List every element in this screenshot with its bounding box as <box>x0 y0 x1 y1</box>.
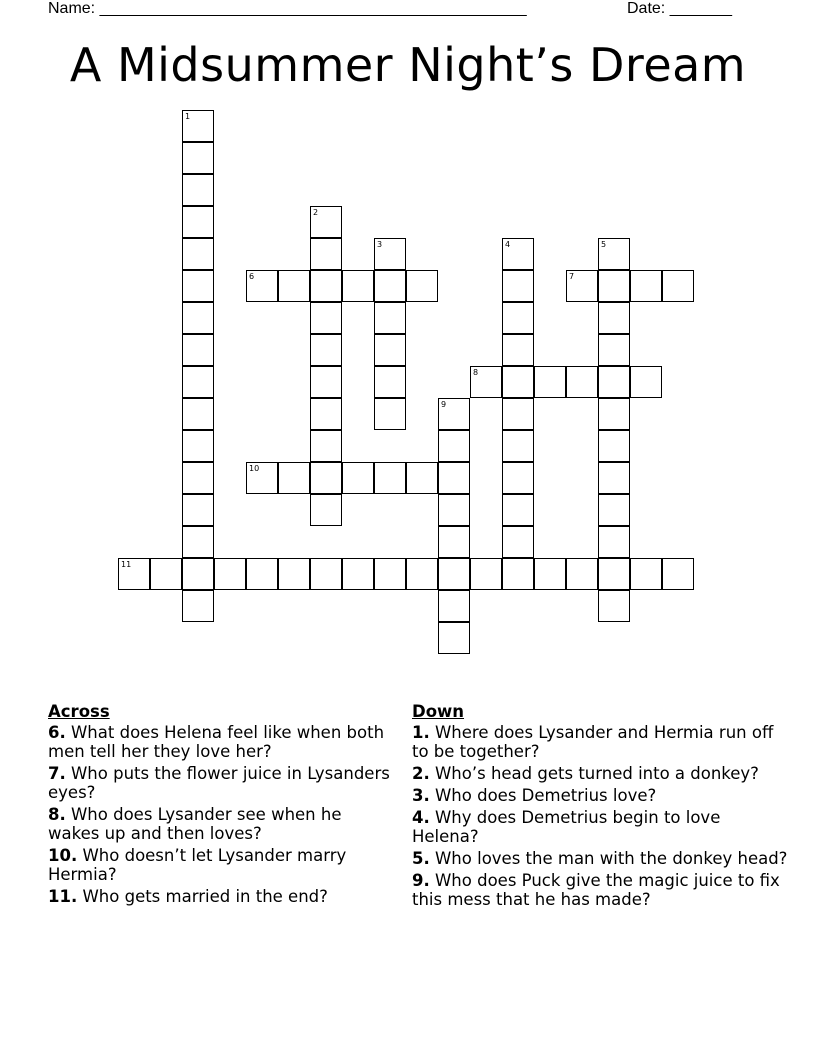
clue-text: Who puts the flower juice in Lysanders eyes? <box>48 764 390 802</box>
clue-text: Who gets married in the end? <box>77 887 328 906</box>
clue-text: What does Helena feel like when both men tell her they love her? <box>48 723 385 761</box>
clue-across-10 <box>48 846 393 884</box>
name-field[interactable]: Name: ________________________________________________ <box>48 0 527 17</box>
crossword-cell[interactable] <box>374 462 406 494</box>
crossword-cell[interactable] <box>406 462 438 494</box>
crossword-cell[interactable] <box>182 110 214 142</box>
crossword-cell[interactable] <box>598 302 630 334</box>
crossword-cell[interactable] <box>438 462 470 494</box>
clue-text: Where does Lysander and Hermia run off to be together? <box>412 723 774 761</box>
crossword-cell[interactable] <box>310 302 342 334</box>
clue-down-2 <box>412 764 792 783</box>
crossword-cell[interactable] <box>502 430 534 462</box>
cell-number: 6 <box>249 272 255 281</box>
crossword-cell[interactable] <box>182 206 214 238</box>
crossword-cell[interactable] <box>182 462 214 494</box>
clue-number: 11. <box>48 887 78 906</box>
cell-number: 10 <box>249 464 260 473</box>
crossword-cell[interactable] <box>598 558 630 590</box>
crossword-cell[interactable] <box>246 270 278 302</box>
crossword-cell[interactable] <box>438 398 470 430</box>
crossword-cell[interactable] <box>278 558 310 590</box>
crossword-cell[interactable] <box>566 366 598 398</box>
crossword-cell[interactable] <box>534 366 566 398</box>
cell-number: 5 <box>601 240 607 249</box>
crossword-cell[interactable] <box>182 174 214 206</box>
down-heading: Down <box>412 702 465 721</box>
crossword-cell[interactable] <box>182 142 214 174</box>
cell-number: 4 <box>505 240 511 249</box>
crossword-cell[interactable] <box>310 334 342 366</box>
crossword-cell[interactable] <box>598 430 630 462</box>
clue-number: 7. <box>48 764 66 783</box>
crossword-cell[interactable] <box>182 366 214 398</box>
crossword-cell[interactable] <box>438 430 470 462</box>
crossword-cell[interactable] <box>182 302 214 334</box>
crossword-cell[interactable] <box>182 430 214 462</box>
crossword-cell[interactable] <box>310 430 342 462</box>
clue-down-9 <box>412 871 792 909</box>
clue-number: 4. <box>412 808 430 827</box>
across-clues <box>48 702 393 909</box>
crossword-cell[interactable] <box>342 558 374 590</box>
clue-down-3 <box>412 786 792 805</box>
crossword-cell[interactable] <box>438 526 470 558</box>
clue-number: 2. <box>412 764 430 783</box>
clue-down-5 <box>412 849 792 868</box>
crossword-cell[interactable] <box>406 558 438 590</box>
clue-text: Who does Lysander see when he wakes up and then loves? <box>48 805 342 843</box>
crossword-cell[interactable] <box>374 366 406 398</box>
cell-number: 8 <box>473 368 479 377</box>
crossword-cell[interactable] <box>182 238 214 270</box>
crossword-cell[interactable] <box>182 334 214 366</box>
crossword-cell[interactable] <box>662 558 694 590</box>
crossword-cell[interactable] <box>470 366 502 398</box>
crossword-cell[interactable] <box>598 494 630 526</box>
crossword-cell[interactable] <box>438 622 470 654</box>
across-heading: Across <box>48 702 110 721</box>
crossword-cell[interactable] <box>310 462 342 494</box>
crossword-cell[interactable] <box>182 494 214 526</box>
clue-number: 6. <box>48 723 66 742</box>
crossword-cell[interactable] <box>598 462 630 494</box>
crossword-cell[interactable] <box>246 558 278 590</box>
crossword-cell[interactable] <box>182 526 214 558</box>
clue-text: Who’s head gets turned into a donkey? <box>429 764 759 783</box>
crossword-cell[interactable] <box>150 558 182 590</box>
crossword-cell[interactable] <box>310 366 342 398</box>
crossword-cell[interactable] <box>470 558 502 590</box>
crossword-cell[interactable] <box>502 366 534 398</box>
crossword-cell[interactable] <box>310 270 342 302</box>
crossword-cell[interactable] <box>278 462 310 494</box>
crossword-cell[interactable] <box>502 558 534 590</box>
crossword-cell[interactable] <box>566 558 598 590</box>
crossword-cell[interactable] <box>630 558 662 590</box>
crossword-cell[interactable] <box>438 494 470 526</box>
crossword-cell[interactable] <box>662 270 694 302</box>
crossword-cell[interactable] <box>182 590 214 622</box>
crossword-cell[interactable] <box>182 270 214 302</box>
crossword-cell[interactable] <box>310 398 342 430</box>
cell-number: 9 <box>441 400 447 409</box>
crossword-cell[interactable] <box>246 462 278 494</box>
crossword-cell[interactable] <box>598 334 630 366</box>
clue-text: Why does Demetrius begin to love Helena? <box>412 808 721 846</box>
cell-number: 11 <box>121 560 132 569</box>
clue-across-7 <box>48 764 393 802</box>
cell-number: 1 <box>185 112 191 121</box>
clue-text: Who does Demetrius love? <box>429 786 657 805</box>
clue-down-1 <box>412 723 792 761</box>
crossword-cell[interactable] <box>278 270 310 302</box>
clue-text: Who doesn’t let Lysander marry Hermia? <box>48 846 347 884</box>
clue-down-4 <box>412 808 792 846</box>
crossword-cell[interactable] <box>342 462 374 494</box>
crossword-cell[interactable] <box>502 334 534 366</box>
clue-number: 5. <box>412 849 430 868</box>
clue-text: Who does Puck give the magic juice to fix this mess that he has made? <box>412 871 780 909</box>
crossword-cell[interactable] <box>630 270 662 302</box>
crossword-cell[interactable] <box>310 238 342 270</box>
crossword-cell[interactable] <box>374 238 406 270</box>
crossword-cell[interactable] <box>406 270 438 302</box>
crossword-cell[interactable] <box>598 590 630 622</box>
crossword-cell[interactable] <box>374 302 406 334</box>
crossword-cell[interactable] <box>182 558 214 590</box>
clue-across-11 <box>48 887 393 906</box>
crossword-cell[interactable] <box>598 366 630 398</box>
crossword-cell[interactable] <box>502 494 534 526</box>
crossword-cell[interactable] <box>598 526 630 558</box>
crossword-cell[interactable] <box>598 270 630 302</box>
crossword-cell[interactable] <box>182 398 214 430</box>
crossword-cell[interactable] <box>310 558 342 590</box>
clue-text: Who loves the man with the donkey head? <box>429 849 788 868</box>
crossword-cell[interactable] <box>502 398 534 430</box>
crossword-cell[interactable] <box>438 590 470 622</box>
crossword-cell[interactable] <box>598 238 630 270</box>
clue-across-8 <box>48 805 393 843</box>
crossword-cell[interactable] <box>342 270 374 302</box>
clue-number: 3. <box>412 786 430 805</box>
crossword-cell[interactable] <box>566 270 598 302</box>
crossword-cell[interactable] <box>310 206 342 238</box>
crossword-cell[interactable] <box>374 398 406 430</box>
crossword-cell[interactable] <box>502 462 534 494</box>
crossword-cell[interactable] <box>310 494 342 526</box>
cell-number: 7 <box>569 272 575 281</box>
down-clues <box>412 702 792 912</box>
crossword-cell[interactable] <box>374 270 406 302</box>
clue-number: 9. <box>412 871 430 890</box>
clue-number: 1. <box>412 723 430 742</box>
crossword-cell[interactable] <box>502 526 534 558</box>
crossword-cell[interactable] <box>630 366 662 398</box>
clue-across-6 <box>48 723 393 761</box>
crossword-cell[interactable] <box>374 334 406 366</box>
crossword-cell[interactable] <box>118 558 150 590</box>
clue-number: 8. <box>48 805 66 824</box>
page-title: A Midsummer Night’s Dream <box>69 38 747 92</box>
crossword-cell[interactable] <box>502 302 534 334</box>
crossword-cell[interactable] <box>534 558 566 590</box>
crossword-cell[interactable] <box>502 270 534 302</box>
crossword-cell[interactable] <box>438 558 470 590</box>
crossword-cell[interactable] <box>374 558 406 590</box>
crossword-cell[interactable] <box>502 238 534 270</box>
date-field[interactable]: Date: _______ <box>627 0 732 17</box>
crossword-cell[interactable] <box>214 558 246 590</box>
cell-number: 2 <box>313 208 319 217</box>
crossword-cell[interactable] <box>598 398 630 430</box>
clue-number: 10. <box>48 846 78 865</box>
cell-number: 3 <box>377 240 383 249</box>
